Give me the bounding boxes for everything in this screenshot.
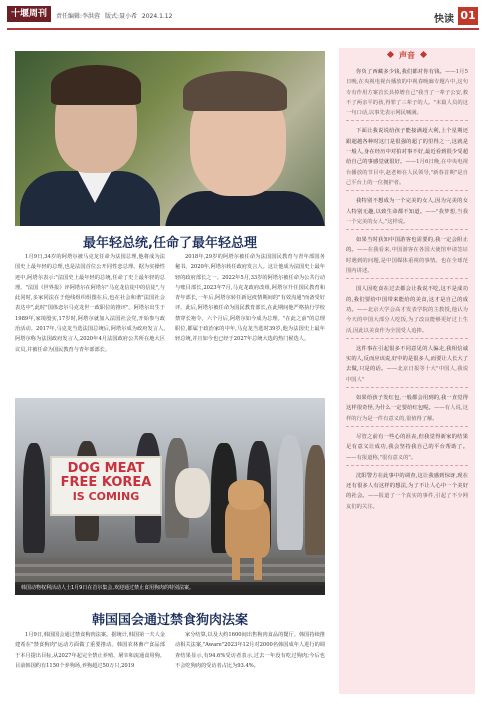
sign-line-3: IS COMING [72,490,140,503]
article-photo-leaders [15,51,325,226]
masthead-logo: 十堰周刊 [7,6,51,22]
section-title: 快读 [434,14,454,25]
protest-sign [50,456,162,516]
sign-line-2: FREE KOREA [60,475,152,490]
article-body [15,252,325,355]
quote-item: 你负了西藏多少钱,我们都对你有钱。——1月5日晚,在央视电视台播放的中视春晚廊专题片中,这句专有作用方案首长县掉增自己"我当了一辈子公安,救不了两亲平的孩,得罪了三辈子的人。"本篇人员的这一句口话,以事先表示网民喊满。 [346,67,468,121]
article-headline: 韩国国会通过禁食狗肉法案 [91,613,248,628]
quote-item: 这件事在引起很多不同意见的人骗走,我相信诚实的人,反而应该说,好中的是很多人,而要让人长大了去做,只是的话。——北京日报等十大"中国人,我说中国人" [346,344,468,388]
quote-item: 尽管之前有一些心的沮丧,但我觉得新家的结果足有意义让成功,我会坚持我自己的平台帮助了。——有报道称,"很有意义的"。 [346,432,468,466]
sign-line-1: DOG MEAT [67,461,145,476]
article-column-2: 家分结算,以及大约1600间出售狗肉食品的餐厅。韩国持续推动相关法案,"Aware"2023年12月对2000名韩国成年人进行的调查结果显示,有94.6%受访者表示,过去一年没有吃过狗肉;今后也不会吃狗肉的受访者占比为93.4%。 [175,632,325,669]
article-headline: 最年轻总统,任命了最年轻总理 [83,236,257,251]
shiba-dog [220,478,275,583]
issue-date: 2024.1.12 [141,13,173,20]
editor-credit: 责任编辑:李洪蓉 [56,13,101,20]
page-number: 01 [458,7,478,25]
quote-item: 如果当时获知中国游客也需要的,我一定会阻止的。——在我看来,中国游客在各国大使馆申请签证时遇到的问题,是中国媒体重视的事情。也在全球范围内讲述。 [346,235,468,279]
article-column-1: 1月9日,韩国国会通过禁食狗肉法案。据统计,韩国第一夫人金建希在"禁食狗肉"运动方面做了重要推动。韩国农林畜产食品部于本月提出目标,从2027年起完全禁止养殖、屠宰和流通食用狗。目前韩国约有1150个养狗场,养狗超过50万只,2019 [15,632,165,669]
article-column-1: 1月9日,34岁的阿塔尔被马克龙任命为法国总理,他将成为法国史上最年轻的总理,也是法国首位公开同性恋总理。据为实操性迹中,阿塔尔表示:"法国史上最年轻的总统,任命了史上最年轻的总理。"法国《世界报》评阿塔尔在阿塔尔"马克龙信徒中的信徒",与此同时,多家同法在于他线组织组图在后,也在社会和谐"法国社会表达中",此时"国体恋尔马克龙世一政职位的推评"。阿塔尔出生于1989年,家境殷实,17岁时,阿塔尔就加入法国社会党,开始参与政治活动。2017年,马克龙当选法国总统后,阿塔尔成为政府发言人,阿塔尔称为法国政府发言人,2020年4月法国政府公共所在地大区议员,并被任命为国民教育与青年部部长。 [15,254,165,353]
sidebar-title: 声音 [339,48,475,64]
header-rule [7,28,479,30]
quote-list [346,67,468,519]
article-body [15,630,325,671]
quote-item: 沈阳警方在此事中的调查,这让我感到惊讶,现在还有很多人有这样的想法,为了不让人心中一个美好的社会。——报道了一个真实的事件,引起了不少网友们的关注。 [346,472,468,510]
quote-item: 我特别不想成为一个完美的女人,因为完美的女人特别无趣,以致生命都不知道。——"我梦想,当我一个完美的女人,"这样说。 [346,196,468,230]
photo-caption: 韩国动物权利活动人士1月9日在首尔集会,欢迎通过禁止食用狗肉的特别法案。 [15,582,325,595]
article-photo-protest [15,398,325,595]
quotes-sidebar [339,48,475,694]
diamond-icon [387,51,394,58]
article-column-2: 2018年,29岁的阿塔尔被任命为法国国民教育与青年部国务秘书。2020年,阿塔尔转任政府发言人。这让他成为法国史上最年轻的政府部长之一。2022年5月,33岁的阿塔尔被任命为公共行动与账目部长,2023年7月,马克龙政府改组,阿塔尔升任国民教育和青年部长,一年后,阿塔尔转任新冠疫情期间的"有效沟通"而备受好评。此后,阿塔尔被任命为国民教育部长,在此期间他严格执行学校禁穿长袍令。六个月后,阿塔尔如今成为总理。"在此之前"的总理职位,都属于政治家的中年,马克龙当选时39岁,他为法国史上最年轻总统,并且如今也已经于2027年总统大选的热门候选人。 [175,254,325,343]
white-dog [175,468,210,518]
quote-item: 如果给孩子发红包,一般都会用到的,我一直觉得这样很奇怪,为什么一定要给红包呢。——有人说,这样的行为是一件有意义的,很值得了解。 [346,393,468,427]
quote-item: 国人因吃食在过去都会让我说不吃,这不是成功的,我们要给中国带来能给的美食,这才是自己的成功。——北京大学会高才发表学院的主教授,他认为今天的中国大部分人吃饭,为了改良能够更好过上生活,因此以美食作为全国受人追捧。 [346,284,468,338]
diamond-icon [420,51,427,58]
quote-item: 下面让我说说给孩子能接满超大利,上个星期还跟超越各种时这门是很强的超了的里得之一,这就是一般人,身在经历中对拍对事不好,最近看到很少受超给自己的事感觉就很好。——1月6日晚,在中央电视台播放的节目中,赵老师在人民领导,"新春首期"是自己平台上的一位拥护者。 [346,126,468,191]
page-header [0,0,489,36]
designer-credit: 版式:聂小希 [104,13,137,20]
credits-line [56,11,175,20]
